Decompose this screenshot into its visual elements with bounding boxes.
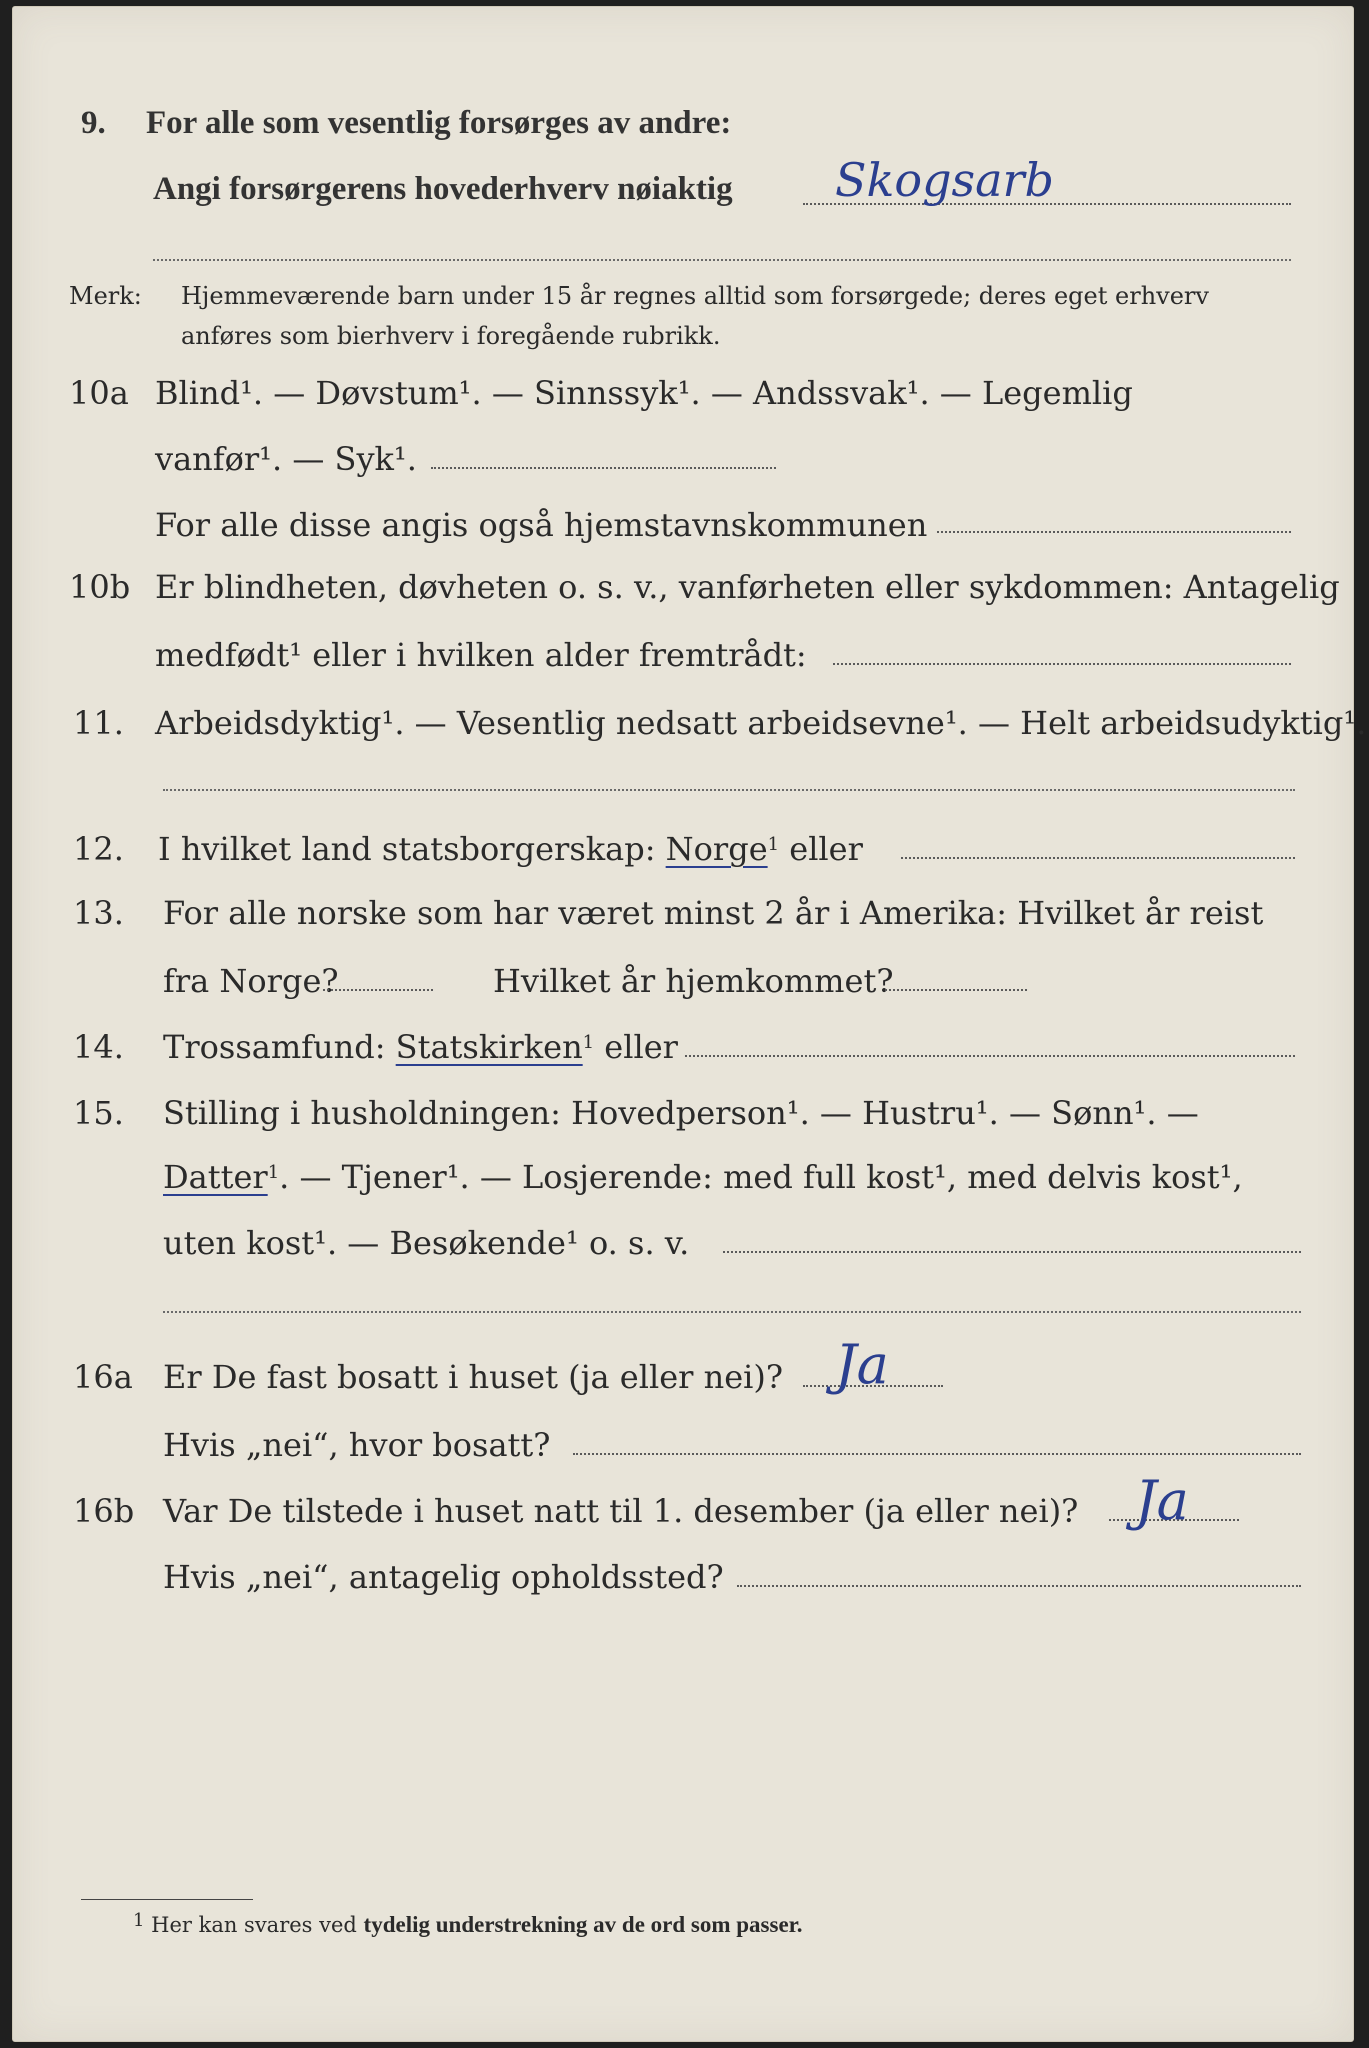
q10a-number: 10a (69, 374, 129, 412)
q14-number: 14. (73, 1028, 124, 1066)
q15-selected-datter: Datter (163, 1158, 268, 1196)
q16b-opholdssted-line (737, 1585, 1301, 1587)
q16b-handwritten-answer: Ja (1135, 1469, 1189, 1532)
q10b-line1: Er blindheten, døvheten o. s. v., vanførheten eller sykdommen: Antagelig (155, 568, 1340, 606)
q16b-line2: Hvis „nei“, antagelig opholdssted? (163, 1558, 724, 1596)
q16b-number: 16b (73, 1492, 135, 1530)
merk-line2: anføres som bierhverv i foregående rubrikk. (181, 322, 721, 350)
q13-number: 13. (73, 894, 124, 932)
q15-line2 (163, 1157, 1243, 1197)
footnote-plain-text: Her kan svares ved (151, 1913, 357, 1937)
q12-number: 12. (73, 830, 124, 868)
q10b-line2: medfødt¹ eller i hvilken alder fremtrådt: (155, 636, 807, 674)
separator-line-3 (163, 1311, 1301, 1313)
q15-number: 15. (73, 1094, 124, 1132)
q10b-number: 10b (69, 568, 131, 606)
q12-prompt: I hvilket land statsborgerskap: (158, 830, 656, 868)
q16a-line2: Hvis „nei“, hvor bosatt? (163, 1426, 551, 1464)
q12-answer-line (901, 857, 1295, 859)
merk-label: Merk: (69, 282, 142, 310)
separator-line-1 (153, 259, 1291, 261)
footnote-rule (81, 1899, 253, 1900)
q9-handwritten-answer: Skogsarb (835, 153, 1054, 207)
q16a-number: 16a (73, 1358, 133, 1396)
q10a-answer-line-2 (937, 531, 1291, 533)
q9-number: 9. (81, 105, 106, 141)
q14-footnote-mark: 1 (582, 1032, 595, 1053)
footnote-mark: 1 (133, 1910, 145, 1931)
separator-line-2 (163, 789, 1295, 791)
q9-line2: Angi forsørgerens hovederhverv nøiaktig (153, 171, 733, 207)
footnote-bold-text: tydelig understrekning av de ord som passer. (363, 1912, 803, 1937)
q15-line2-rest: . — Tjener¹. — Losjerende: med full kost¹, med delvis kost¹, (279, 1158, 1243, 1196)
q11-number: 11. (73, 704, 124, 742)
q15-line1: Stilling i husholdningen: Hovedperson¹. — Hustru¹. — Sønn¹. — (163, 1094, 1199, 1132)
q16a-line1: Er De fast bosatt i huset (ja eller nei)? (163, 1358, 784, 1396)
q12-line (158, 829, 863, 869)
q15-line3: uten kost¹. — Besøkende¹ o. s. v. (163, 1224, 690, 1262)
q12-selected-norge: Norge (665, 830, 768, 868)
q16a-handwritten-answer: Ja (835, 1333, 889, 1396)
q14-line (163, 1027, 678, 1067)
q10a-line1: Blind¹. — Døvstum¹. — Sinnssyk¹. — Andssvak¹. — Legemlig (155, 374, 1133, 412)
q11-line1: Arbeidsdyktig¹. — Vesentlig nedsatt arbeidsevne¹. — Helt arbeidsudyktig¹. (155, 704, 1367, 742)
q13-line2b: Hvilket år hjemkommet? (493, 962, 894, 1000)
q10a-answer-line-1 (431, 467, 776, 469)
q14-selected-statskirken: Statskirken (395, 1028, 583, 1066)
q10a-line3: For alle disse angis også hjemstavnskommunen (155, 506, 928, 544)
q10b-answer-line (833, 663, 1291, 665)
q13-reist-line (323, 989, 433, 991)
q13-line1: For alle norske som har været minst 2 år i Amerika: Hvilket år reist (163, 894, 1264, 932)
q16a-bosatt-line (573, 1453, 1301, 1455)
q12-eller: eller (789, 830, 863, 868)
census-form-page (12, 6, 1367, 2042)
merk-line1: Hjemmeværende barn under 15 år regnes alltid som forsørgede; deres eget erhverv (181, 282, 1209, 310)
q14-prompt: Trossamfund: (163, 1028, 386, 1066)
q16b-line1: Var De tilstede i huset natt til 1. desember (ja eller nei)? (163, 1492, 1079, 1530)
q15-footnote-mark: 1 (267, 1162, 280, 1183)
q12-footnote-mark: 1 (767, 834, 780, 855)
q9-line1: For alle som vesentlig forsørges av andre: (146, 105, 732, 141)
q14-eller: eller (604, 1028, 678, 1066)
footnote (133, 1911, 803, 1939)
q15-answer-line (723, 1251, 1301, 1253)
q14-answer-line (685, 1055, 1295, 1057)
q10a-line2: vanfør¹. — Syk¹. (155, 440, 417, 478)
q13-hjemkommet-line (885, 989, 1027, 991)
q13-line2a: fra Norge? (163, 962, 339, 1000)
